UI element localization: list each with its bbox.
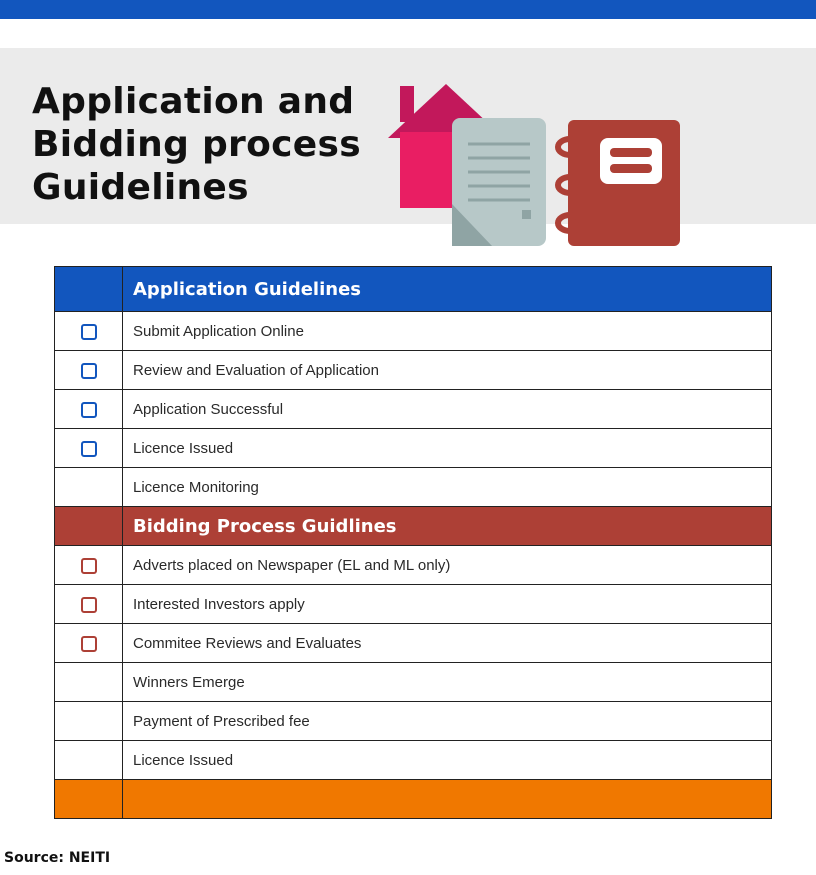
checkbox-icon[interactable] [81, 636, 97, 652]
checkbox-cell [55, 663, 123, 702]
checkbox-cell [55, 312, 123, 351]
checkbox-cell [55, 546, 123, 585]
guidelines-table [54, 266, 772, 819]
footer-row [55, 780, 772, 819]
checkbox-cell [55, 468, 123, 507]
table-row [55, 312, 772, 351]
row-label: Licence Issued [123, 741, 772, 780]
section-heading: Bidding Process Guidlines [123, 507, 772, 546]
bidding-header-row [55, 507, 772, 546]
top-accent-bar [0, 0, 816, 19]
checkbox-cell [55, 429, 123, 468]
table-row [55, 702, 772, 741]
table-row [55, 390, 772, 429]
checkbox-icon[interactable] [81, 597, 97, 613]
table-row [55, 624, 772, 663]
table-row [55, 429, 772, 468]
checkbox-cell [55, 741, 123, 780]
row-label: Licence Monitoring [123, 468, 772, 507]
row-label: Payment of Prescribed fee [123, 702, 772, 741]
checkbox-cell [55, 390, 123, 429]
row-label: Adverts placed on Newspaper (EL and ML only) [123, 546, 772, 585]
table-row [55, 468, 772, 507]
illustration [388, 82, 684, 248]
table-row [55, 741, 772, 780]
footer-marker-cell [55, 780, 123, 819]
checkbox-icon[interactable] [81, 441, 97, 457]
table-row [55, 351, 772, 390]
source-note: Source: NEITI [4, 850, 111, 866]
checkbox-icon[interactable] [81, 324, 97, 340]
row-label: Review and Evaluation of Application [123, 351, 772, 390]
checkbox-cell [55, 351, 123, 390]
header-marker-cell [55, 507, 123, 546]
row-label: Application Successful [123, 390, 772, 429]
row-label: Winners Emerge [123, 663, 772, 702]
section-heading: Application Guidelines [123, 267, 772, 312]
table-row [55, 546, 772, 585]
row-label: Interested Investors apply [123, 585, 772, 624]
checkbox-icon[interactable] [81, 363, 97, 379]
row-label: Commitee Reviews and Evaluates [123, 624, 772, 663]
table-row [55, 663, 772, 702]
checkbox-cell [55, 702, 123, 741]
document-icon [452, 118, 546, 246]
page-title: Application and Bidding process Guidelines [32, 81, 361, 208]
checkbox-icon[interactable] [81, 402, 97, 418]
notebook-icon [558, 120, 680, 246]
application-header-row [55, 267, 772, 312]
checkbox-cell [55, 624, 123, 663]
footer-cell [123, 780, 772, 819]
table-row [55, 585, 772, 624]
header-marker-cell [55, 267, 123, 312]
checkbox-icon[interactable] [81, 558, 97, 574]
row-label: Submit Application Online [123, 312, 772, 351]
row-label: Licence Issued [123, 429, 772, 468]
checkbox-cell [55, 585, 123, 624]
